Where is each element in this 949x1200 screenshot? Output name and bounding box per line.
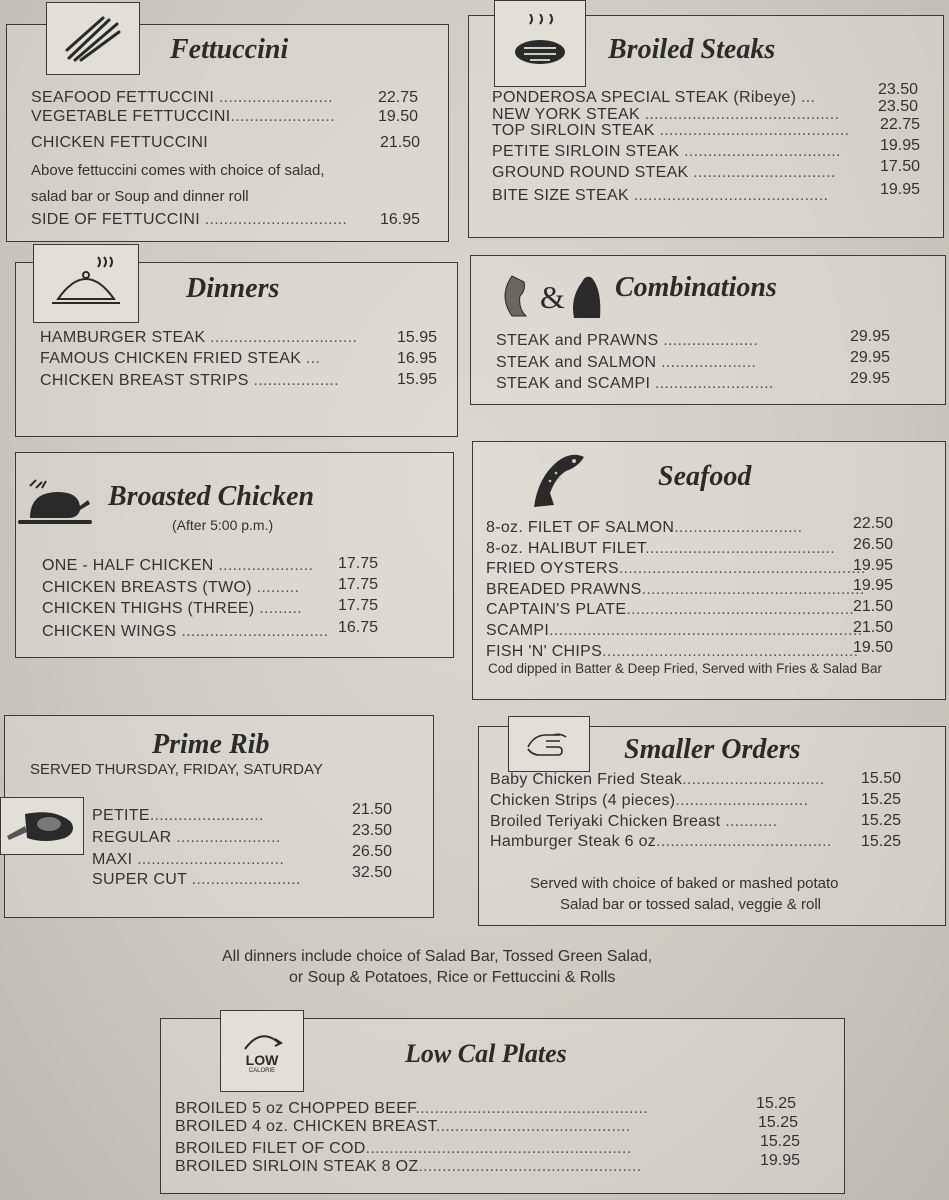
menu-item-baby-chicken-fried-steak: Baby Chicken Fried Steak.............................. <box>490 771 825 788</box>
menu-item-new-york-steak: NEW YORK STEAK ......................................... <box>492 106 840 123</box>
menu-item-vegetable-fettuccini: VEGETABLE FETTUCCINI...................... <box>31 108 335 125</box>
prime-rib-title: Prime Rib <box>152 729 270 760</box>
price: 22.75 <box>378 89 419 106</box>
price: 16.95 <box>397 350 438 367</box>
price: 17.50 <box>880 158 921 175</box>
price: 29.95 <box>850 328 891 345</box>
price: 15.25 <box>861 791 902 808</box>
price: 19.95 <box>853 577 894 594</box>
price: 22.75 <box>880 116 921 133</box>
menu-item-broiled-chopped-beef: BROILED 5 oz CHOPPED BEEF................................................. <box>175 1100 648 1117</box>
price: 21.50 <box>853 619 894 636</box>
seafood-title: Seafood <box>658 461 752 492</box>
steak-icon <box>510 14 570 74</box>
low-calorie-logo-subtext: CALORIE <box>248 1068 276 1074</box>
seafood-note: Cod dipped in Batter & Deep Fried, Served with Fries & Salad Bar <box>488 661 882 676</box>
menu-item-steak-and-scampi: STEAK and SCAMPI ......................... <box>496 375 774 392</box>
menu-item-bite-size-steak: BITE SIZE STEAK ......................................... <box>492 187 829 204</box>
menu-item-side-of-fettuccini: SIDE OF FETTUCCINI .............................. <box>31 211 348 228</box>
price: 15.25 <box>758 1114 799 1131</box>
hand-pinch-icon <box>524 727 574 761</box>
price: 15.25 <box>861 833 902 850</box>
price: 32.50 <box>352 864 393 881</box>
menu-item-chicken-breasts-two: CHICKEN BREASTS (TWO) ......... <box>42 579 300 596</box>
low-calorie-logo-icon <box>237 1027 287 1053</box>
menu-item-captains-plate: CAPTAIN'S PLATE................................................ <box>486 601 855 618</box>
prime-rib-icon <box>5 806 79 846</box>
menu-item-regular: REGULAR ...................... <box>92 829 281 846</box>
price: 15.95 <box>397 371 438 388</box>
price: 21.50 <box>352 801 393 818</box>
fettuccini-note-line2: salad bar or Soup and dinner roll <box>31 188 249 205</box>
menu-item-scampi: SCAMPI.................................................................. <box>486 622 863 639</box>
price: 26.50 <box>853 536 894 553</box>
price: 23.50 <box>878 81 919 98</box>
price: 21.50 <box>380 134 421 151</box>
price: 17.75 <box>338 555 379 572</box>
menu-item-chicken-strips: Chicken Strips (4 pieces)............................ <box>490 792 809 809</box>
menu-item-petite-sirloin-steak: PETITE SIRLOIN STEAK ................................. <box>492 143 841 160</box>
smaller-orders-title: Smaller Orders <box>624 734 801 765</box>
broiled-steaks-icon-box <box>494 0 586 87</box>
price: 21.50 <box>853 598 894 615</box>
smaller-orders-note-line2: Salad bar or tossed salad, veggie & roll <box>560 896 821 913</box>
menu-item-chicken-wings: CHICKEN WINGS ............................... <box>42 623 329 640</box>
fish-icon <box>528 449 590 516</box>
price: 15.50 <box>861 770 902 787</box>
menu-item-filet-of-salmon: 8-oz. FILET OF SALMON........................... <box>486 519 803 536</box>
price: 17.75 <box>338 597 379 614</box>
price: 17.75 <box>338 576 379 593</box>
price: 29.95 <box>850 349 891 366</box>
dinners-include-note-line2: or Soup & Potatoes, Rice or Fettuccini & Rolls <box>289 969 616 986</box>
price: 19.95 <box>853 557 894 574</box>
menu-item-super-cut: SUPER CUT ....................... <box>92 871 301 888</box>
menu-item-halibut-filet: 8-oz. HALIBUT FILET........................................ <box>486 540 836 557</box>
menu-item-famous-chicken-fried-steak: FAMOUS CHICKEN FRIED STEAK ... <box>40 350 321 367</box>
price: 15.25 <box>760 1133 801 1150</box>
roast-chicken-icon <box>16 478 94 533</box>
low-cal-icon-box <box>220 1010 304 1092</box>
price: 19.50 <box>853 639 894 656</box>
prime-rib-subtitle: SERVED THURSDAY, FRIDAY, SATURDAY <box>30 761 323 778</box>
price: 16.95 <box>380 211 421 228</box>
smaller-orders-icon-box <box>508 716 590 772</box>
price: 29.95 <box>850 370 891 387</box>
menu-item-broiled-teriyaki-chicken-breast: Broiled Teriyaki Chicken Breast ........... <box>490 813 778 830</box>
price: 23.50 <box>352 822 393 839</box>
menu-item-steak-and-prawns: STEAK and PRAWNS .................... <box>496 332 759 349</box>
low-calorie-logo-text: LOW <box>245 1052 279 1068</box>
price: 15.25 <box>756 1095 797 1112</box>
menu-item-broiled-sirloin-steak: BROILED SIRLOIN STEAK 8 OZ............................................... <box>175 1158 642 1175</box>
price: 19.95 <box>760 1152 801 1169</box>
combinations-logo-icon <box>502 268 606 325</box>
price: 23.50 <box>878 98 919 115</box>
svg-text:&: & <box>540 279 565 315</box>
menu-item-petite: PETITE........................ <box>92 807 264 824</box>
menu-item-fish-n-chips: FISH 'N' CHIPS...................................................... <box>486 643 859 660</box>
dinners-include-note-line1: All dinners include choice of Salad Bar, Tossed Green Salad, <box>222 948 653 965</box>
dinners-icon-box <box>33 244 139 323</box>
smaller-orders-note-line1: Served with choice of baked or mashed potato <box>530 875 839 892</box>
broasted-chicken-subtitle: (After 5:00 p.m.) <box>172 517 274 533</box>
menu-item-ground-round-steak: GROUND ROUND STEAK .............................. <box>492 164 836 181</box>
menu-item-seafood-fettuccini: SEAFOOD FETTUCCINI ........................ <box>31 89 333 106</box>
menu-item-broiled-chicken-breast: BROILED 4 oz. CHICKEN BREAST......................................... <box>175 1118 631 1135</box>
fettuccini-note-line1: Above fettuccini comes with choice of salad, <box>31 162 325 179</box>
price: 15.25 <box>861 812 902 829</box>
menu-item-maxi: MAXI ............................... <box>92 851 285 868</box>
price: 16.75 <box>338 619 379 636</box>
broasted-chicken-title: Broasted Chicken <box>108 481 315 512</box>
dinners-title: Dinners <box>186 273 280 304</box>
menu-item-breaded-prawns: BREADED PRAWNS............................................... <box>486 581 865 598</box>
menu-item-chicken-fettuccini: CHICKEN FETTUCCINI <box>31 134 208 151</box>
menu-item-steak-and-salmon: STEAK and SALMON .................... <box>496 354 757 371</box>
menu-item-broiled-filet-of-cod: BROILED FILET OF COD........................................................ <box>175 1140 632 1157</box>
serving-cloche-icon <box>48 255 124 313</box>
menu-item-hamburger-steak: HAMBURGER STEAK ............................... <box>40 329 358 346</box>
price: 19.50 <box>378 108 419 125</box>
price: 19.95 <box>880 181 921 198</box>
menu-item-fried-oysters: FRIED OYSTERS.................................................... <box>486 560 866 577</box>
price: 22.50 <box>853 515 894 532</box>
low-cal-plates-title: Low Cal Plates <box>405 1039 567 1068</box>
broiled-steaks-title: Broiled Steaks <box>608 34 776 65</box>
menu-item-ponderosa-special-steak: PONDEROSA SPECIAL STEAK (Ribeye) ... <box>492 89 816 106</box>
fettuccini-noodles-icon <box>63 14 123 64</box>
menu-item-top-sirloin-steak: TOP SIRLOIN STEAK ........................................ <box>492 122 850 139</box>
price: 19.95 <box>880 137 921 154</box>
fettuccini-icon-box <box>46 2 140 75</box>
menu-item-chicken-breast-strips: CHICKEN BREAST STRIPS .................. <box>40 372 339 389</box>
menu-item-one-half-chicken: ONE - HALF CHICKEN .................... <box>42 557 314 574</box>
menu-item-hamburger-steak-6oz: Hamburger Steak 6 oz..................................... <box>490 833 832 850</box>
combinations-title: Combinations <box>615 272 777 303</box>
prime-rib-icon-box <box>0 797 84 855</box>
price: 15.95 <box>397 329 438 346</box>
fettuccini-title: Fettuccini <box>170 34 289 65</box>
menu-item-chicken-thighs-three: CHICKEN THIGHS (THREE) ......... <box>42 600 303 617</box>
price: 26.50 <box>352 843 393 860</box>
